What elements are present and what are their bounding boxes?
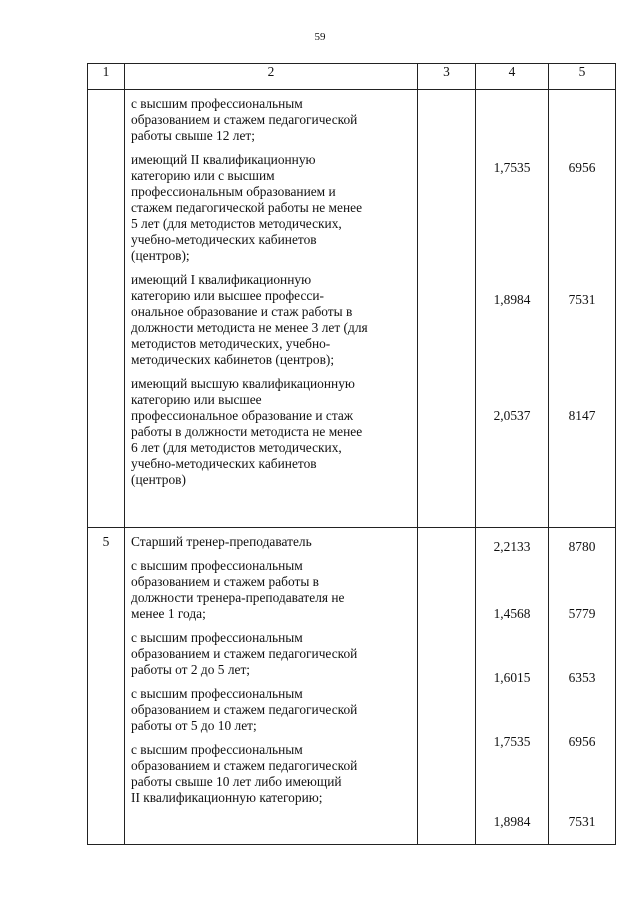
salary-value: 5779 (568, 606, 596, 621)
coefficient-value: 2,0537 (493, 408, 531, 423)
header-cell-2: 2 (125, 64, 418, 90)
column-3-cell (418, 90, 476, 528)
table-row (88, 528, 616, 845)
entry-text: с высшим профессиональным образованием и стажем педагогической работы от 5 до 10 лет; (131, 686, 358, 733)
entry-text: с высшим профессиональным образованием и стажем педагогической работы свыше 12 лет; (131, 96, 358, 143)
salary-cell (549, 528, 616, 845)
coefficient-cell (476, 528, 549, 845)
column-3-cell (418, 528, 476, 845)
entry-text: с высшим профессиональным образованием и стажем работы в должности тренера-преподавателя не менее 1 года; (131, 558, 345, 621)
position-title: Старший тренер-преподаватель (131, 534, 312, 549)
coefficient-cell (476, 90, 549, 554)
coefficient-value: 1,7535 (493, 160, 531, 175)
header-cell-4: 4 (476, 64, 549, 90)
entry-text: имеющий I квалификационную категорию или высшее професси- ональное образование и стаж работы в должности методиста не менее 3 лет (для методистов методических, учебно- методических кабинетов (центров); (131, 272, 368, 367)
entry-text: с высшим профессиональным образованием и стажем педагогической работы свыше 10 лет либо имеющий II квалификационную категорию; (131, 742, 358, 805)
entry-text: с высшим профессиональным образованием и стажем педагогической работы от 2 до 5 лет; (131, 630, 358, 677)
row-number-cell (88, 90, 125, 528)
salary-value: 6956 (568, 160, 596, 175)
coefficient-value: 1,7535 (493, 734, 531, 749)
header-cell-1: 1 (88, 64, 125, 90)
coefficient-value: 1,8984 (493, 814, 531, 829)
coefficient-value: 1,4568 (493, 606, 531, 621)
salary-value: 7531 (568, 814, 596, 829)
salary-value: 8780 (568, 539, 596, 554)
page-number: 59 (314, 31, 326, 43)
salary-table (87, 63, 616, 845)
entry-text: имеющий II квалификационную категорию или с высшим профессиональным образованием и стажем педагогической работы не менее 5 лет (для методистов методических, учебно-методических кабинетов (центров); (131, 152, 363, 263)
description-cell (125, 90, 418, 528)
salary-value: 6353 (568, 670, 596, 685)
description-cell (125, 528, 418, 845)
entry-text: имеющий высшую квалификационную категорию или высшее профессиональное образование и стаж работы в должности методиста не менее 6 лет (для методистов методических, учебно-методических кабинетов (центров) (131, 376, 363, 487)
coefficient-value: 1,6015 (493, 670, 531, 685)
coefficient-value: 1,8984 (493, 292, 531, 307)
salary-value: 8147 (568, 408, 596, 423)
coefficient-value: 2,2133 (493, 539, 531, 554)
salary-value: 6956 (568, 734, 596, 749)
salary-value: 7531 (568, 292, 596, 307)
header-cell-3: 3 (418, 64, 476, 90)
row-number-cell: 5 (88, 528, 125, 845)
table-row (88, 90, 616, 528)
salary-cell (549, 90, 616, 554)
header-row (88, 64, 616, 90)
header-cell-5: 5 (549, 64, 616, 90)
